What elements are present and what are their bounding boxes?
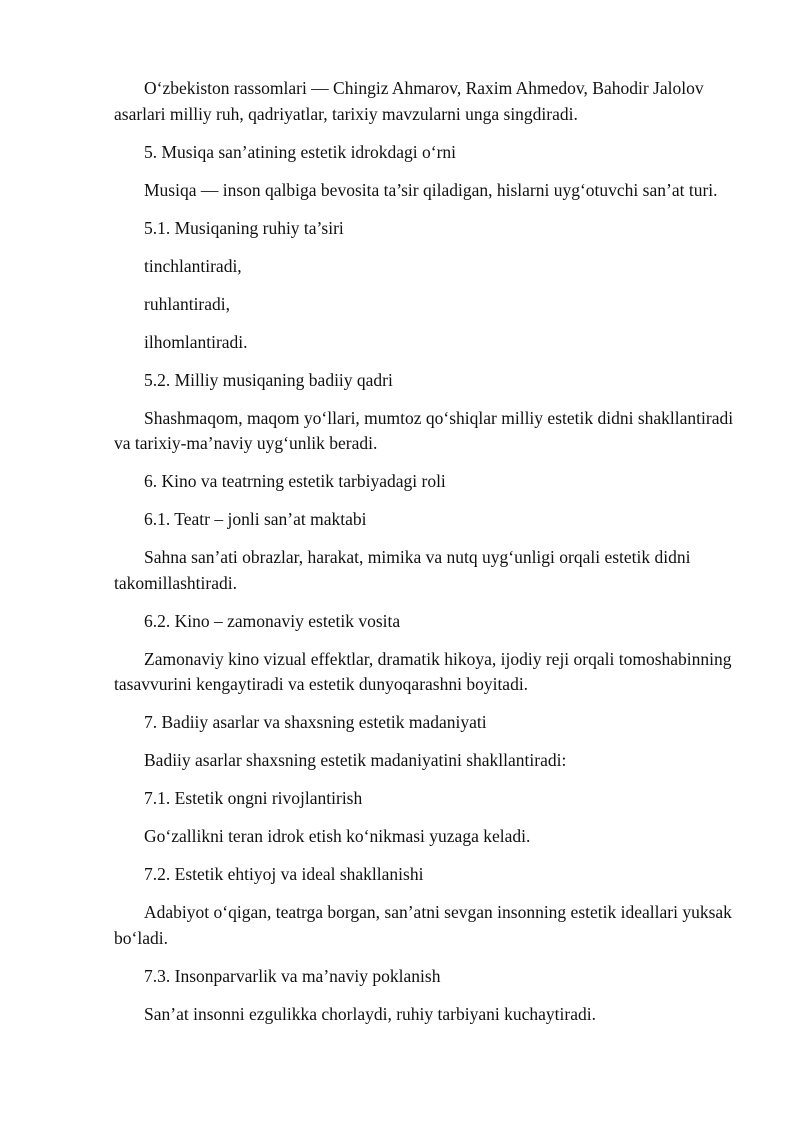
heading-5-2: 5.2. Milliy musiqaning badiiy qadri	[144, 369, 393, 390]
list-item-inspires: ilhomlantiradi.	[144, 331, 248, 352]
heading-5-music: 5. Musiqa san’atining estetik idrokdagi o‘rni	[144, 141, 457, 162]
heading-6-cinema-theatre: 6. Kino va teatrning estetik tarbiyadagi roli	[144, 471, 446, 491]
list-item-inspires-spirit: ruhlantiradi,	[144, 293, 231, 314]
paragraph-music-definition: Musiqa — inson qalbiga bevosita ta’sir qiladigan, hislarni uyg‘otuvchi san’at turi.	[144, 179, 718, 200]
heading-6-1: 6.1. Teatr – jonli san’at maktabi	[144, 509, 367, 529]
paragraph-artists: O‘zbekiston rassomlari — Chingiz Ahmarov, Raxim Ahmedov, Bahodir Jalolov asarlari milliy ruh, qadriyatlar, tarixiy mavzularni unga singdiradi.	[114, 78, 704, 124]
document-page	[114, 76, 734, 1040]
paragraph-shashmaqom: Shashmaqom, maqom yo‘llari, mumtoz qo‘shiqlar milliy estetik didni shakllantiradi va tarixiy-ma’naviy uyg‘unlik beradi.	[114, 407, 734, 453]
list-item-calms: tinchlantiradi,	[144, 255, 242, 276]
paragraph-humanism: San’at insonni ezgulikka chorlaydi, ruhiy tarbiyani kuchaytiradi.	[144, 1003, 596, 1024]
heading-7-2: 7.2. Estetik ehtiyoj va ideal shakllanishi	[144, 864, 424, 884]
heading-5-1: 5.1. Musiqaning ruhiy ta’siri	[144, 217, 344, 238]
paragraph-stage-art: Sahna san’ati obrazlar, harakat, mimika va nutq uyg‘unligi orqali estetik didni takomillashtiradi.	[114, 547, 691, 593]
heading-7-1: 7.1. Estetik ongni rivojlantirish	[144, 788, 363, 808]
paragraph-beauty-perception: Go‘zallikni teran idrok etish ko‘nikmasi yuzaga keladi.	[144, 826, 531, 846]
heading-7-3: 7.3. Insonparvarlik va ma’naviy poklanish	[144, 965, 441, 986]
heading-6-2: 6.2. Kino – zamonaviy estetik vosita	[144, 610, 401, 631]
paragraph-artworks-intro: Badiiy asarlar shaxsning estetik madaniyatini shakllantiradi:	[144, 750, 567, 770]
paragraph-modern-cinema: Zamonaviy kino vizual effektlar, dramatik hikoya, ijodiy reji orqali tomoshabinning tasavvurini kengaytiradi va estetik dunyoqarashni boyitadi.	[114, 648, 732, 694]
paragraph-ideals: Adabiyot o‘qigan, teatrga borgan, san’atni sevgan insonning estetik ideallari yuksak bo‘ladi.	[114, 902, 732, 948]
heading-7-artworks: 7. Badiiy asarlar va shaxsning estetik madaniyati	[144, 712, 487, 732]
